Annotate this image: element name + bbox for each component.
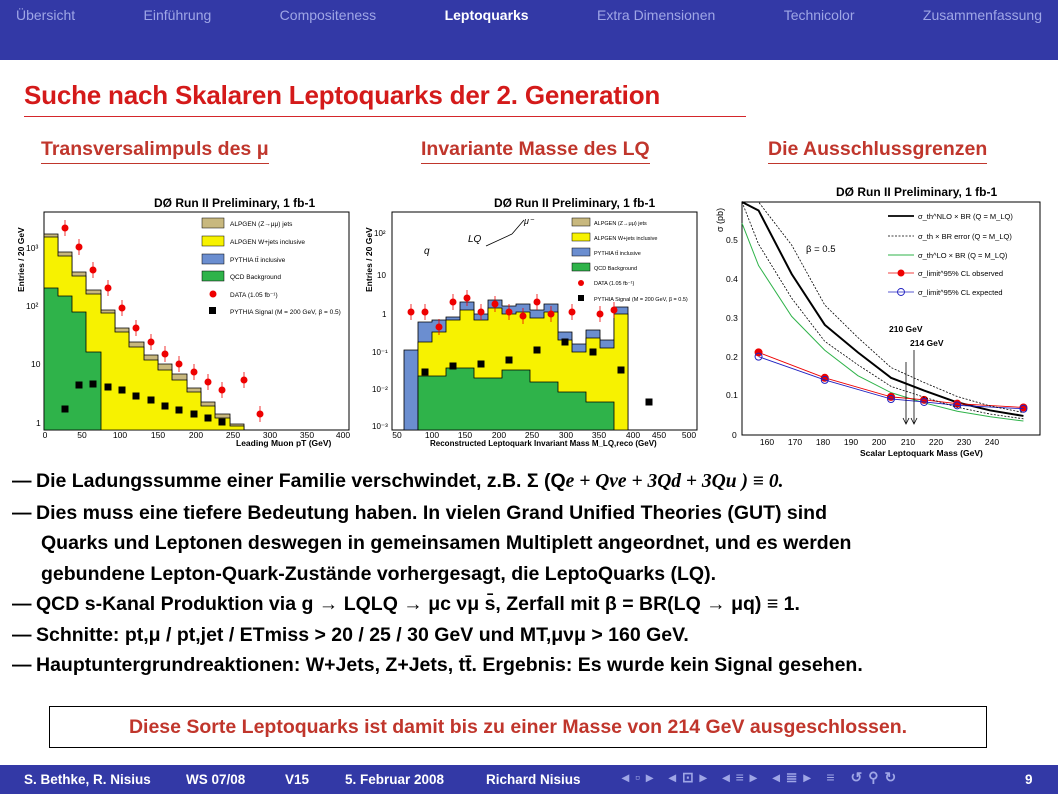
plot2-legend-wjets: ALPGEN W+jets inclusive <box>594 236 658 242</box>
bullet-1-math-c: d + 3Q <box>671 471 726 492</box>
data-point <box>464 295 471 302</box>
data-point <box>492 301 499 308</box>
conclusion-box <box>49 706 987 748</box>
plot-muon-pt <box>14 192 354 450</box>
plot3-series-point <box>954 400 961 407</box>
data-point <box>534 299 541 306</box>
plot3-series-line <box>759 357 1024 409</box>
data-point <box>191 369 198 376</box>
signal-point <box>562 339 569 346</box>
plot2-legend-ttbar: PYTHIA tt̄ inclusive <box>594 251 641 257</box>
plot3-legend-lo: σ_th^LO × BR (Q = M_LQ) <box>918 251 1008 260</box>
plot1-legend-qcd: QCD Background <box>230 274 281 281</box>
plot1-xtick: 250 <box>225 430 241 440</box>
footer-authors: S. Bethke, R. Nisius <box>24 772 151 787</box>
plot2-ytick: 10 <box>377 271 386 280</box>
bullet-1-math-a: e + Q <box>565 471 610 492</box>
plot1-xtick: 350 <box>299 430 315 440</box>
plot3-ytick: 0.2 <box>726 352 738 362</box>
signal-point <box>590 349 597 356</box>
data-point <box>597 311 604 318</box>
plot1-y-ticks <box>26 243 41 428</box>
data-point <box>76 244 83 251</box>
data-point <box>162 351 169 358</box>
plot1-xtick: 100 <box>112 430 128 440</box>
conclusion-text: Diese Sorte Leptoquarks ist damit bis zu einer Masse von 214 GeV ausgeschlossen. <box>128 715 908 738</box>
plot3-legend-error: σ_th × BR error (Q = M_LQ) <box>918 232 1012 241</box>
plot1-legend-ttbar: PYTHIA tt̄ inclusive <box>230 257 286 264</box>
data-point <box>548 311 555 318</box>
plot3-ylabel: σ (pb) <box>715 207 725 232</box>
plot2-legend <box>572 218 688 303</box>
plot3-xtick: 200 <box>871 437 887 447</box>
plot3-ytick: 0.5 <box>726 235 738 245</box>
plot1-legend <box>202 218 341 316</box>
bullet-2-line-3: gebundene Lepton-Quark-Zustände vorhergesagt, die LeptoQuarks (LQ). <box>41 562 716 585</box>
plot3-xtick: 220 <box>928 437 944 447</box>
signal-point <box>76 382 83 389</box>
bullet-1-math-b: νe + 3Q <box>609 471 672 492</box>
nav-compositeness[interactable]: Compositeness <box>279 7 377 23</box>
nav-technicolor[interactable]: Technicolor <box>783 7 855 23</box>
plot3-ytick: 0.1 <box>726 390 738 400</box>
plot1-xtick: 400 <box>335 430 351 440</box>
data-point <box>478 309 485 316</box>
plot-lq-mass <box>362 192 702 450</box>
plot2-xtick: 250 <box>524 430 540 440</box>
top-navigation <box>0 0 1058 60</box>
bullet-1-math-d: u ) ≡ 0. <box>725 471 784 492</box>
footer-date: 5. Februar 2008 <box>345 772 445 787</box>
plot3-xtick: 180 <box>815 437 831 447</box>
data-point <box>90 267 97 274</box>
signal-point <box>105 384 112 391</box>
nav-einfuehrung[interactable]: Einführung <box>143 7 212 23</box>
nav-prev-frame-icon[interactable]: ◂▫▸ <box>622 769 660 785</box>
data-point <box>133 325 140 332</box>
plot3-legend-expected: σ_limit^95% CL expected <box>918 288 1003 297</box>
plot2-xtick: 450 <box>651 430 667 440</box>
bullet-4-text: Schnitte: pt,μ / pt,jet / ETmiss > 20 / 25 / 30 GeV und MT,μνμ > 160 GeV. <box>36 623 689 646</box>
plot2-legend-qcd: QCD Background <box>594 266 638 272</box>
data-point <box>520 313 527 320</box>
heading-transverse-momentum: Transversalimpuls des μ <box>41 138 269 164</box>
signal-point <box>506 357 513 364</box>
signal-point <box>90 381 97 388</box>
plot2-xtick: 350 <box>591 430 607 440</box>
plot3-xtick: 160 <box>759 437 775 447</box>
beamer-navigation-icons[interactable] <box>622 769 902 786</box>
data-point <box>611 307 618 314</box>
plot2-ytick: 1 <box>382 310 387 319</box>
footer-lecture: V15 <box>285 772 310 787</box>
slide-title-text: Suche nach Skalaren Leptoquarks der 2. Generation <box>24 80 661 110</box>
signal-point <box>534 347 541 354</box>
bullet-cuts: — Schnitte: pt,μ / pt,jet / ETmiss > 20 / 25 / 30 GeV und MT,μνμ > 160 GeV. <box>12 623 689 646</box>
plot2-xtick: 300 <box>558 430 574 440</box>
plot3-xlabel: Scalar Leptoquark Mass (GeV) <box>860 448 983 458</box>
plot1-header: DØ Run II Preliminary, 1 fb-1 <box>154 196 316 210</box>
bullet-2-line-1: Dies muss eine tiefere Bedeutung haben. In vielen Grand Unified Theories (GUT) sind <box>36 501 827 524</box>
data-point <box>241 377 248 384</box>
plot2-xtick: 400 <box>625 430 641 440</box>
heading-exclusion-limits: Die Ausschlussgrenzen <box>768 138 987 164</box>
plot2-ytick: 10² <box>374 229 386 238</box>
plot2-xtick: 200 <box>491 430 507 440</box>
plot2-diagram-q: q <box>424 246 430 257</box>
bullet-production: — QCD s-Kanal Produktion via g → LQLQ → μc νμ s̄, Zerfall mit β = BR(LQ → μq) ≡ 1. <box>12 593 800 615</box>
plot1-ylabel: Entries / 20 GeV <box>16 227 26 292</box>
plot3-limit-210: 210 GeV <box>889 324 923 334</box>
plot3-legend <box>888 212 1013 297</box>
signal-point <box>450 363 457 370</box>
plot2-legend-data: DATA (1.05 fb⁻¹) <box>594 281 635 287</box>
heading-invariant-mass: Invariante Masse des LQ <box>421 138 650 164</box>
plot2-legend-zjets: ALPGEN (Z→μμ) jets <box>594 221 647 227</box>
plot1-xlabel: Leading Muon pT (GeV) <box>236 438 332 448</box>
plot2-ytick: 10⁻³ <box>372 422 388 431</box>
plot1-legend-zjets: ALPGEN (Z→μμ) jets <box>230 221 293 228</box>
nav-leptoquarks[interactable]: Leptoquarks <box>444 7 529 23</box>
data-point <box>176 361 183 368</box>
plot3-legend-observed: σ_limit^95% CL observed <box>918 269 1003 278</box>
plot2-xlabel: Reconstructed Leptoquark Invariant Mass M_LQ,reco (GeV) <box>430 439 657 448</box>
plot1-xtick: 150 <box>150 430 166 440</box>
plot2-y-ticks <box>372 229 388 431</box>
plot2-xtick: 50 <box>392 430 402 440</box>
plot2-xtick: 100 <box>424 430 440 440</box>
bullet-3-text: QCD s-Kanal Produktion via g → LQLQ → μc νμ s̄, Zerfall mit β = BR(LQ → μq) ≡ 1. <box>36 593 800 615</box>
footer-page-number: 9 <box>1025 772 1033 787</box>
signal-point <box>205 415 212 422</box>
plot3-beta-label: β = 0.5 <box>806 244 836 255</box>
plot2-ylabel: Entries / 20 GeV <box>364 227 374 292</box>
plot1-legend-data: DATA (1.05 fb⁻¹) <box>230 292 278 299</box>
plot1-ytick: 10² <box>26 301 39 311</box>
plot3-ytick: 0.4 <box>726 274 738 284</box>
plot1-ytick: 10 <box>31 359 41 369</box>
plot3-legend-nlo: σ_th^NLO × BR (Q = M_LQ) <box>918 212 1013 221</box>
data-point <box>569 309 576 316</box>
nav-uebersicht[interactable]: Übersicht <box>16 7 76 23</box>
plot2-bg-stack <box>404 300 628 430</box>
plot2-xtick: 500 <box>681 430 697 440</box>
data-point <box>408 309 415 316</box>
plot2-legend-signal: PYTHIA Signal (M = 200 GeV, β = 0.5) <box>594 297 688 303</box>
nav-prev-subsection-icon[interactable]: ◂⊡▸ <box>668 769 713 785</box>
nav-align-icon[interactable]: ≡ <box>826 769 841 785</box>
bullet-charge-sum: — Die Ladungssumme einer Familie verschwindet, z.B. Σ (Qe + Qνe + 3Qd + 3Qu ) ≡ 0. <box>12 470 784 492</box>
signal-point <box>148 397 155 404</box>
signal-point <box>162 403 169 410</box>
plot1-legend-signal: PYTHIA Signal (M = 200 GeV, β = 0.5) <box>230 309 341 316</box>
bullet-gut: — Dies muss eine tiefere Bedeutung haben. In vielen Grand Unified Theories (GUT) sind <box>12 501 827 524</box>
plot3-limit-214: 214 GeV <box>910 338 944 348</box>
plot3-xtick: 230 <box>956 437 972 447</box>
plot2-header: DØ Run II Preliminary, 1 fb-1 <box>494 196 656 210</box>
signal-point <box>219 419 226 426</box>
data-point <box>105 285 112 292</box>
signal-point <box>133 393 140 400</box>
bullet-2-line-2: Quarks und Leptonen deswegen in gemeinsamen Multiplett angeordnet, und es werden <box>41 532 852 554</box>
nav-search-icon[interactable]: ↺⚲↻ <box>850 769 903 785</box>
plot3-xtick: 210 <box>900 437 916 447</box>
plot-exclusion-limits <box>712 180 1042 462</box>
data-point <box>148 339 155 346</box>
footer-bar <box>0 765 1058 794</box>
signal-point <box>176 407 183 414</box>
nav-zusammenfassung[interactable]: Zusammenfassung <box>922 7 1042 23</box>
signal-point <box>119 387 126 394</box>
footer-speaker: Richard Nisius <box>486 772 581 787</box>
plot3-x-ticks <box>760 437 999 447</box>
plot2-ytick: 10⁻¹ <box>372 348 388 357</box>
plot1-ytick: 1 <box>36 418 41 428</box>
plot1-xtick: 50 <box>77 430 87 440</box>
data-point <box>422 309 429 316</box>
nav-extra-dimensionen[interactable]: Extra Dimensionen <box>597 7 716 23</box>
plot3-header: DØ Run II Preliminary, 1 fb-1 <box>836 185 998 199</box>
bullet-1-text: Die Ladungssumme einer Familie verschwindet, z.B. Σ (Q <box>36 470 566 492</box>
signal-point <box>62 406 69 413</box>
plot2-diagram-mu: μ⁻ <box>524 216 534 226</box>
plot3-y-ticks <box>726 235 738 440</box>
data-point <box>219 387 226 394</box>
plot1-xtick: 300 <box>262 430 278 440</box>
signal-point <box>618 367 625 374</box>
signal-point <box>646 399 653 406</box>
plot1-xtick: 200 <box>188 430 204 440</box>
data-point <box>506 309 513 316</box>
signal-point <box>422 369 429 376</box>
data-point <box>119 305 126 312</box>
plot3-xtick: 240 <box>984 437 1000 447</box>
data-point <box>205 379 212 386</box>
plot2-ytick: 10⁻² <box>372 385 388 394</box>
plot2-diagram-lq: LQ <box>468 234 482 245</box>
plot3-ytick: 0 <box>732 430 737 440</box>
plot1-ytick: 10³ <box>26 243 39 253</box>
data-point <box>436 324 443 331</box>
bullet-backgrounds: — Hauptuntergrundreaktionen: W+Jets, Z+Jets, tt̄. Ergebnis: Es wurde kein Signal gesehen. <box>12 654 863 676</box>
data-point <box>450 299 457 306</box>
nav-prev-section-icon[interactable]: ◂≡▸ <box>722 769 763 785</box>
data-point <box>62 225 69 232</box>
slide-title <box>24 80 746 117</box>
bullet-list <box>12 466 1042 681</box>
bullet-5-text: Hauptuntergrundreaktionen: W+Jets, Z+Jets, tt̄. Ergebnis: Es wurde kein Signal gesehen. <box>36 654 863 676</box>
nav-section-icon[interactable]: ◂≣▸ <box>772 769 817 785</box>
data-point <box>257 411 264 418</box>
signal-point <box>191 411 198 418</box>
plot3-xtick: 190 <box>843 437 859 447</box>
signal-point <box>478 361 485 368</box>
plot1-legend-wjets: ALPGEN W+jets inclusive <box>230 239 305 246</box>
plot3-ytick: 0.3 <box>726 313 738 323</box>
footer-semester: WS 07/08 <box>186 772 246 787</box>
plot3-xtick: 170 <box>787 437 803 447</box>
plot1-xtick: 0 <box>42 430 48 440</box>
plot2-xtick: 150 <box>457 430 473 440</box>
